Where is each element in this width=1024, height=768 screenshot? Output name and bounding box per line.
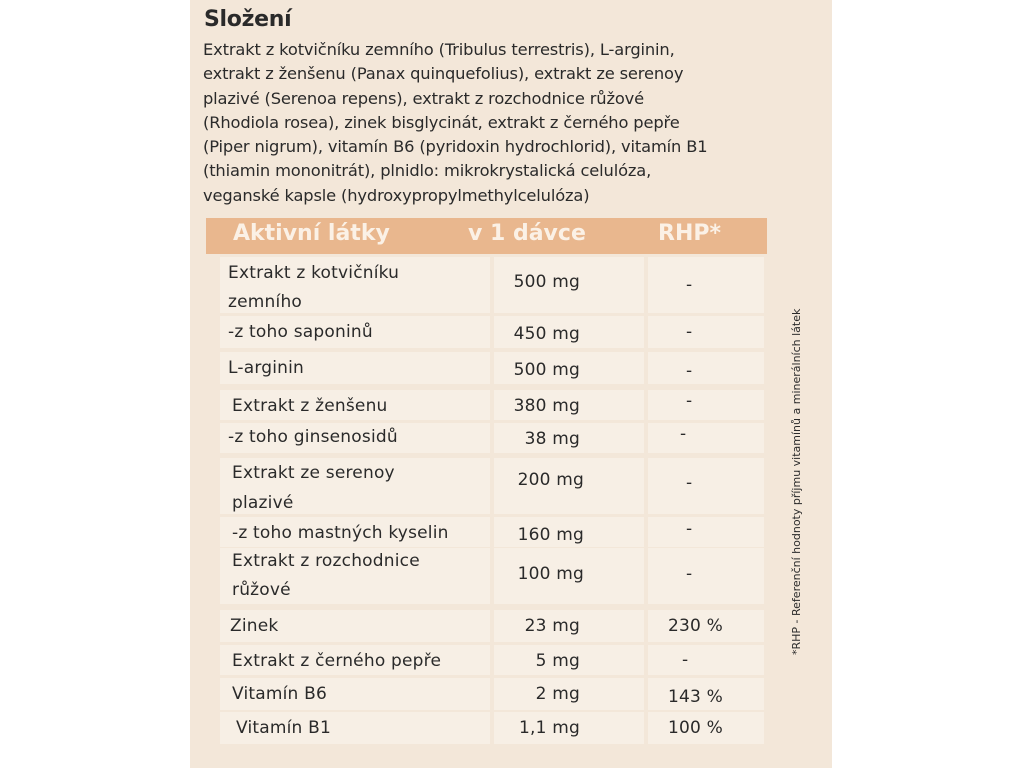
composition-text xyxy=(203,38,803,208)
header-dose: v 1 dávce xyxy=(468,221,586,246)
substance-name: Vitamín B1 xyxy=(236,718,332,738)
dose-value: 500 mg xyxy=(513,360,580,380)
rhp-cell xyxy=(648,645,764,675)
rhp-value: 230 % xyxy=(668,616,724,636)
rhp-value: - xyxy=(686,519,693,539)
rhp-value: - xyxy=(686,473,693,493)
substance-name: Extrakt z kotvičníku xyxy=(228,263,400,283)
dose-value: 38 mg xyxy=(524,429,580,449)
dose-value: 5 mg xyxy=(535,651,580,671)
dose-value: 500 mg xyxy=(513,272,580,292)
composition-line: (Rhodiola rosea), zinek bisglycinát, extrakt z černého pepře xyxy=(203,112,680,132)
rhp-cell xyxy=(648,458,764,514)
dose-value: 1,1 mg xyxy=(519,718,580,738)
table-row xyxy=(206,548,767,604)
table-row xyxy=(206,458,767,514)
composition-line: (thiamin mononitrát), plnidlo: mikrokrystalická celulóza, xyxy=(203,161,652,181)
rhp-value: - xyxy=(686,564,693,584)
composition-line: Extrakt z kotvičníku zemního (Tribulus terrestris), L-arginin, xyxy=(203,40,675,59)
table-row xyxy=(206,352,767,384)
table-row xyxy=(206,257,767,313)
header-active-substances: Aktivní látky xyxy=(233,221,390,246)
table-header xyxy=(206,218,767,254)
rhp-cell xyxy=(648,390,764,420)
table-row xyxy=(206,316,767,348)
substance-name: -z toho saponinů xyxy=(228,322,373,342)
rhp-value: - xyxy=(686,391,693,411)
page-title: Složení xyxy=(204,7,292,32)
table-row xyxy=(206,423,767,453)
dose-value: 450 mg xyxy=(513,324,580,344)
rhp-cell xyxy=(648,352,764,384)
header-rhp: RHP* xyxy=(658,221,721,246)
substance-name: Extrakt z rozchodnice xyxy=(232,551,420,571)
dose-value: 2 mg xyxy=(535,684,580,704)
substance-name: Zinek xyxy=(230,616,279,636)
substance-name: zemního xyxy=(228,292,303,312)
rhp-value: - xyxy=(686,322,693,342)
substance-name: Extrakt ze serenoy xyxy=(232,463,395,483)
dose-value: 380 mg xyxy=(513,396,580,416)
substance-name: Vitamín B6 xyxy=(232,684,328,704)
rhp-value: - xyxy=(680,424,687,444)
substance-name: Extrakt z černého pepře xyxy=(232,651,442,671)
substance-name: růžové xyxy=(232,580,291,600)
rhp-cell xyxy=(648,316,764,348)
composition-line: (Piper nigrum), vitamín B6 (pyridoxin hydrochlorid), vitamín B1 xyxy=(203,137,708,157)
table-row xyxy=(206,678,767,710)
rhp-value: - xyxy=(682,650,689,670)
dose-value: 200 mg xyxy=(517,470,584,490)
substance-name: -z toho mastných kyselin xyxy=(232,523,449,543)
rhp-cell xyxy=(648,423,764,453)
dose-value: 23 mg xyxy=(524,616,580,636)
substance-name: -z toho ginsenosidů xyxy=(228,427,398,447)
composition-line: plazivé (Serenoa repens), extrakt z rozchodnice růžové xyxy=(203,88,645,108)
rhp-value: 143 % xyxy=(668,687,724,707)
table-row xyxy=(206,712,767,744)
footnote-rhp: *RHP - Referenční hodnoty příjmu vitamínů a minerálních látek xyxy=(790,308,803,655)
dose-value: 160 mg xyxy=(517,525,584,545)
table-row xyxy=(206,610,767,642)
composition-line: extrakt z ženšenu (Panax quinquefolius), extrakt ze serenoy xyxy=(203,64,684,84)
rhp-cell xyxy=(648,257,764,313)
rhp-cell xyxy=(648,517,764,547)
table-row xyxy=(206,645,767,675)
rhp-value: 100 % xyxy=(668,718,724,738)
composition-line: veganské kapsle (hydroxypropylmethylcelulóza) xyxy=(203,185,590,205)
rhp-value: - xyxy=(686,275,693,295)
table-row xyxy=(206,517,767,547)
rhp-value: - xyxy=(686,361,693,381)
substance-name: Extrakt z ženšenu xyxy=(232,396,388,416)
rhp-cell xyxy=(648,548,764,604)
substance-name: plazivé xyxy=(232,493,294,513)
dose-value: 100 mg xyxy=(517,564,584,584)
table-row xyxy=(206,390,767,420)
substance-name: L-arginin xyxy=(228,358,305,378)
